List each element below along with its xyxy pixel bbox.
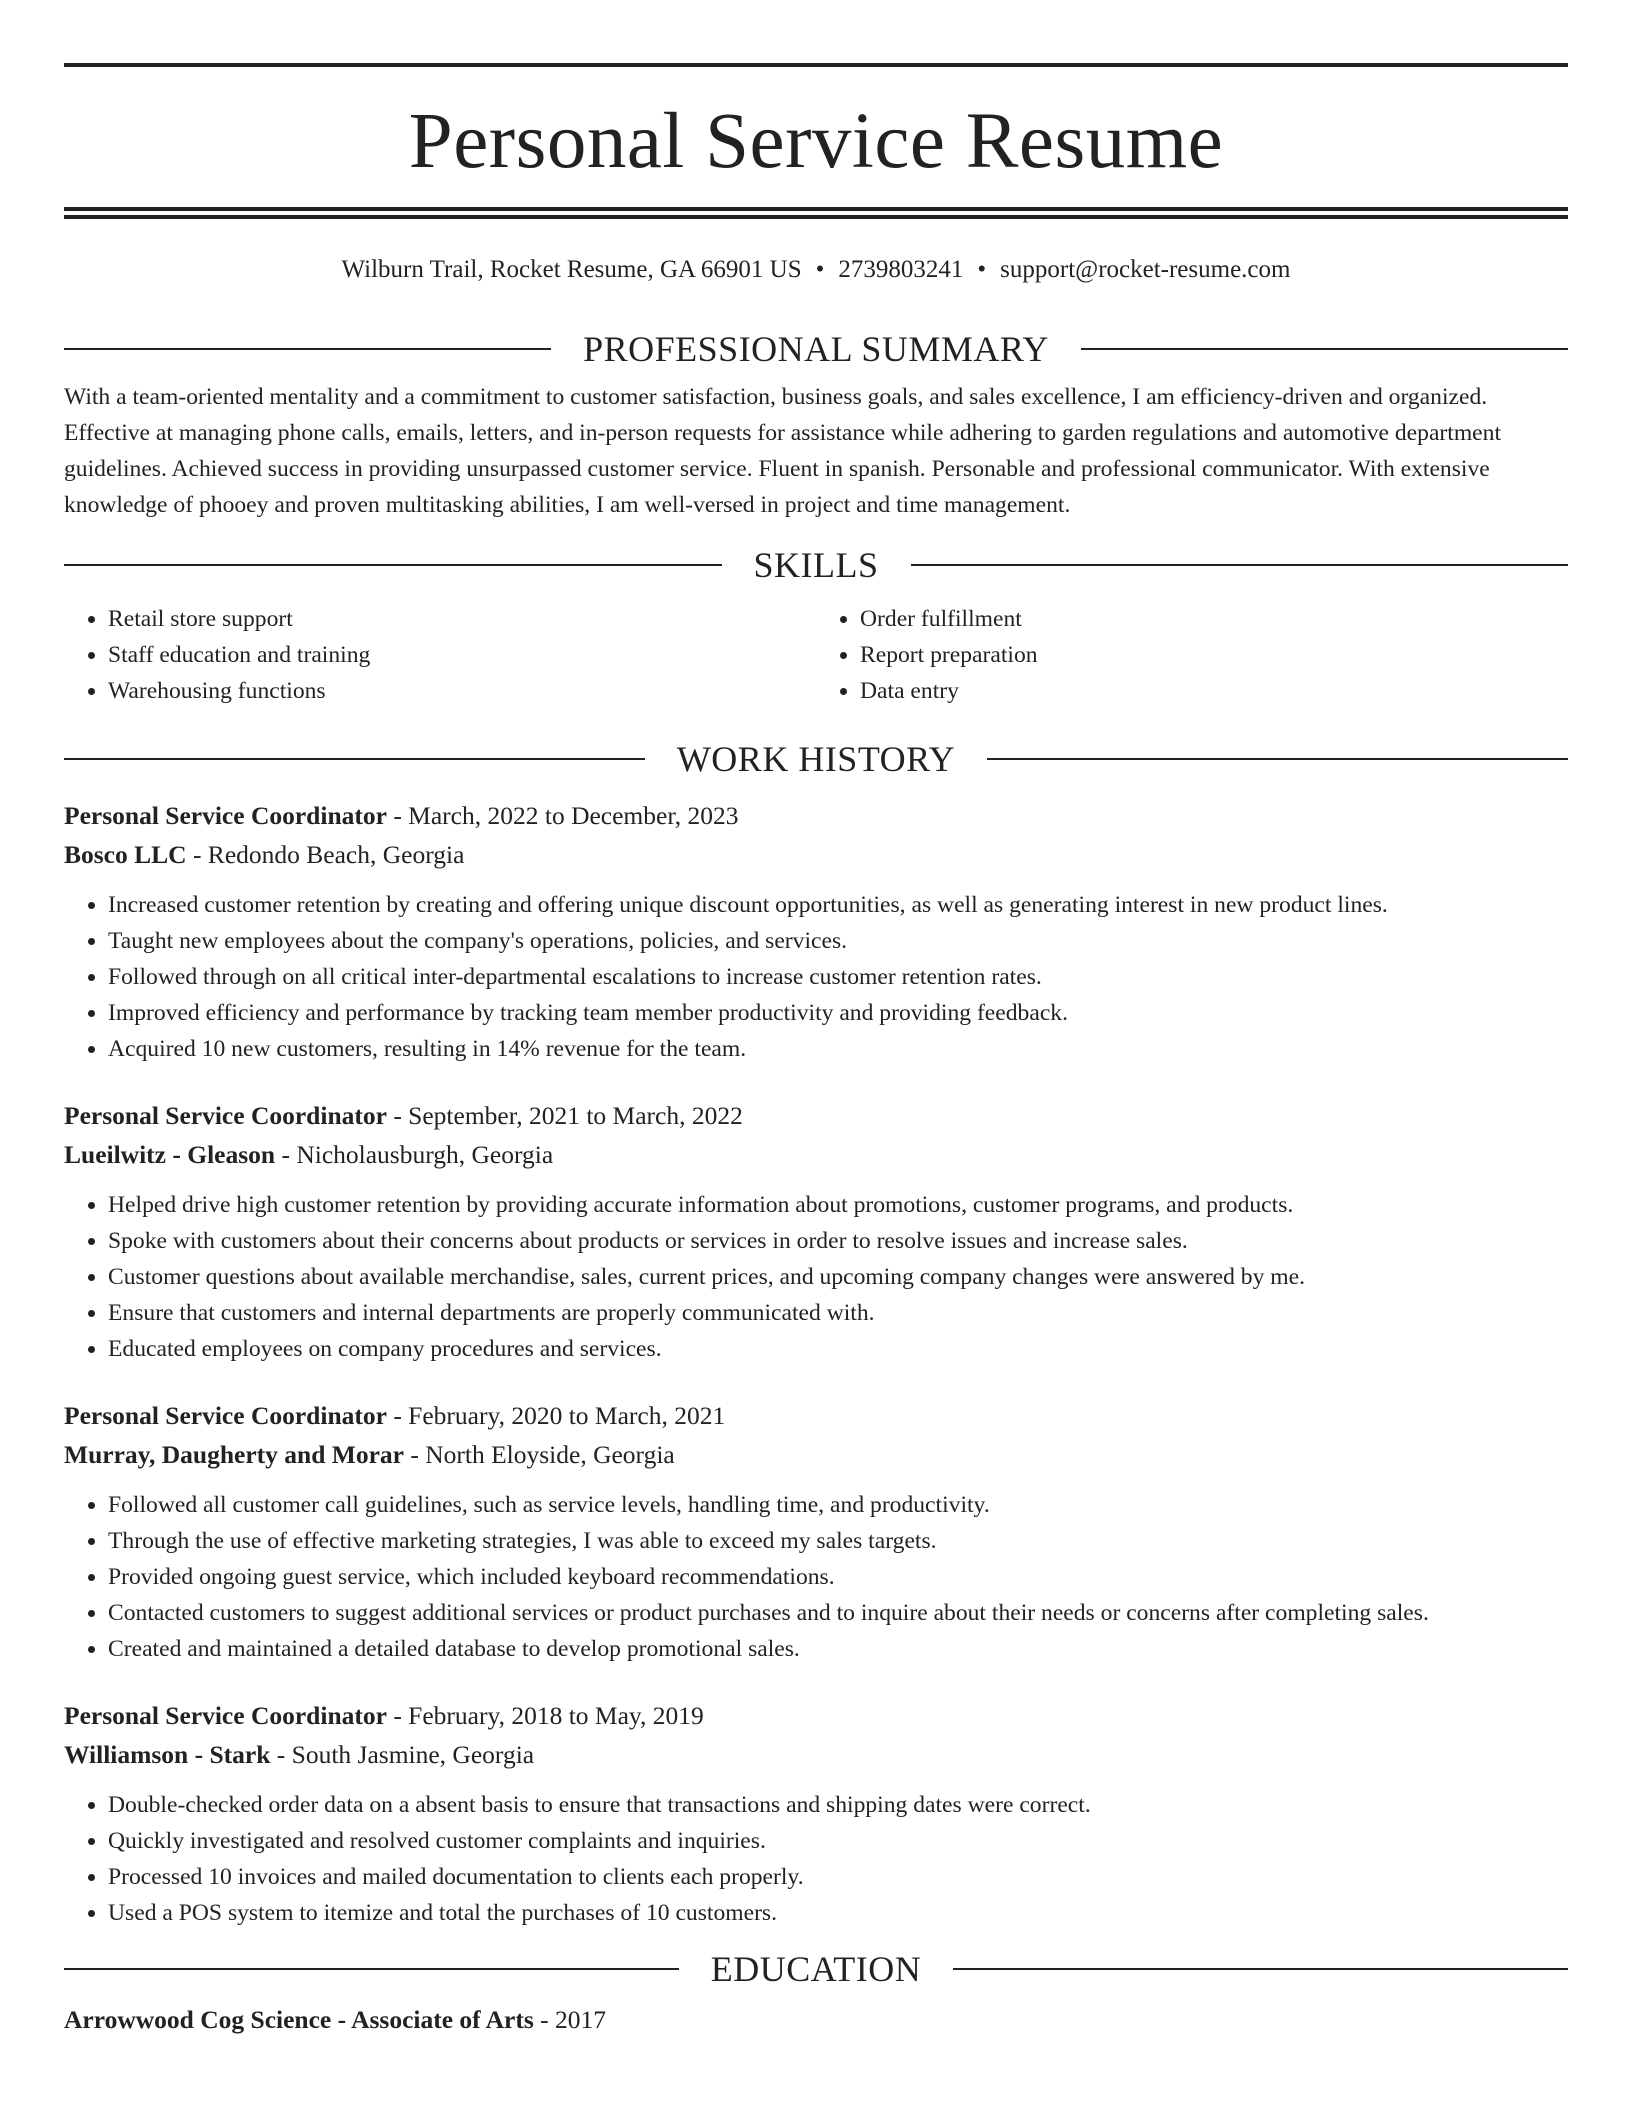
heading-rule-left [64, 564, 722, 566]
job-location: - Redondo Beach, Georgia [186, 840, 465, 869]
job-title: Personal Service Coordinator [64, 1101, 387, 1130]
skill-item: • Order fulfillment [860, 601, 1568, 637]
section-title: WORK HISTORY [676, 739, 956, 779]
title-rule [64, 207, 1568, 211]
job-bullets [64, 1487, 1568, 1667]
heading-rule-right [911, 564, 1569, 566]
heading-rule-right [1081, 348, 1568, 350]
job-title-line [64, 1397, 1568, 1435]
job-bullet: • Followed through on all critical inter-departmental escalations to increase customer retention rates. [108, 959, 1568, 995]
job-location: - North Eloyside, Georgia [403, 1440, 675, 1469]
skills-heading [64, 543, 1568, 587]
job-bullet: • Followed all customer call guidelines, such as service levels, handling time, and productivity. [108, 1487, 1568, 1523]
job-bullet: • Provided ongoing guest service, which included keyboard recommendations. [108, 1559, 1568, 1595]
job-dates: - September, 2021 to March, 2022 [386, 1101, 743, 1130]
job-company: Williamson - Stark [64, 1740, 271, 1769]
job-entry [64, 1097, 1568, 1367]
skill-item: • Retail store support [108, 601, 816, 637]
job-company-line [64, 1135, 1568, 1175]
contact-separator: • [977, 256, 987, 283]
job-bullet: • Double-checked order data on a absent basis to ensure that transactions and shipping dates were correct. [108, 1787, 1568, 1823]
job-title-line [64, 797, 1568, 835]
skills-column-right [816, 601, 1568, 709]
heading-rule-left [64, 1968, 679, 1970]
work-heading [64, 737, 1568, 781]
job-company-line [64, 1435, 1568, 1475]
top-rule [64, 63, 1568, 67]
skills-column-left [64, 601, 816, 709]
title-rule-second [64, 215, 1568, 219]
heading-rule-right [987, 758, 1568, 760]
job-location: - Nicholausburgh, Georgia [275, 1140, 554, 1169]
job-entry [64, 1397, 1568, 1667]
contact-separator: • [815, 256, 825, 283]
section-title: EDUCATION [710, 1949, 922, 1989]
heading-rule-left [64, 758, 645, 760]
job-title: Personal Service Coordinator [64, 1401, 387, 1430]
job-dates: - March, 2022 to December, 2023 [386, 801, 739, 830]
job-title-line [64, 1697, 1568, 1735]
job-dates: - February, 2020 to March, 2021 [386, 1401, 726, 1430]
resume-page [64, 0, 1568, 2039]
heading-rule-left [64, 348, 551, 350]
job-bullet: • Educated employees on company procedures and services. [108, 1331, 1568, 1367]
job-bullet: • Acquired 10 new customers, resulting in 14% revenue for the team. [108, 1031, 1568, 1067]
skill-item: • Data entry [860, 673, 1568, 709]
job-title: Personal Service Coordinator [64, 1701, 387, 1730]
summary-heading [64, 327, 1568, 371]
education-degree: - Associate of Arts [331, 2005, 534, 2034]
job-bullets [64, 887, 1568, 1067]
contact-email: support@rocket-resume.com [1000, 256, 1291, 283]
job-bullet: • Through the use of effective marketing strategies, I was able to exceed my sales targets. [108, 1523, 1568, 1559]
skill-item: • Staff education and training [108, 637, 816, 673]
job-bullet: • Taught new employees about the company's operations, policies, and services. [108, 923, 1568, 959]
job-entry [64, 1697, 1568, 1931]
heading-rule-right [953, 1968, 1568, 1970]
job-bullet: • Used a POS system to itemize and total the purchases of 10 customers. [108, 1895, 1568, 1931]
job-bullet: • Customer questions about available merchandise, sales, current prices, and upcoming company changes were answered by me. [108, 1259, 1568, 1295]
job-bullets [64, 1787, 1568, 1931]
job-company: Murray, Daugherty and Morar [64, 1440, 404, 1469]
job-bullet: • Contacted customers to suggest additional services or product purchases and to inquire about their needs or concerns after completing sales. [108, 1595, 1568, 1631]
job-bullet: • Increased customer retention by creating and offering unique discount opportunities, as well as generating interest in new product lines. [108, 887, 1568, 923]
job-bullet: • Ensure that customers and internal departments are properly communicated with. [108, 1295, 1568, 1331]
contact-phone: 2739803241 [838, 256, 964, 283]
job-company: Bosco LLC [64, 840, 187, 869]
job-dates: - February, 2018 to May, 2019 [386, 1701, 704, 1730]
job-bullet: • Spoke with customers about their concerns about products or services in order to resolve issues and increase sales. [108, 1223, 1568, 1259]
contact-line [64, 255, 1568, 285]
job-bullet: • Processed 10 invoices and mailed documentation to clients each properly. [108, 1859, 1568, 1895]
job-company-line [64, 835, 1568, 875]
section-title: PROFESSIONAL SUMMARY [583, 329, 1049, 369]
job-title-line [64, 1097, 1568, 1135]
section-title: SKILLS [753, 545, 879, 585]
summary-text: With a team-oriented mentality and a commitment to customer satisfaction, business goals, and sales excellence, I am efficiency-driven and organized. Effective at managing phone calls, emails, letters, and in-person requests for assistance while adhering to garden regulations and automotive department guidelines. Achieved success in providing unsurpassed customer service. Fluent in spanish. Personable and professional communicator. With extensive knowledge of phooey and proven multitasking abilities, I am well-versed in project and time management. [64, 384, 1502, 518]
job-company-line [64, 1735, 1568, 1775]
education-school: Arrowwood Cog Science [64, 2005, 332, 2034]
job-entry [64, 797, 1568, 1067]
page-title: Personal Service Resume [408, 98, 1224, 185]
skills-list [64, 601, 1568, 709]
job-bullet: • Created and maintained a detailed database to develop promotional sales. [108, 1631, 1568, 1667]
education-year: - 2017 [533, 2005, 607, 2034]
education-entry [64, 2001, 1568, 2039]
job-bullets [64, 1187, 1568, 1367]
job-company: Lueilwitz - Gleason [64, 1140, 276, 1169]
education-heading [64, 1947, 1568, 1991]
job-bullet: • Quickly investigated and resolved customer complaints and inquiries. [108, 1823, 1568, 1859]
skill-item: • Warehousing functions [108, 673, 816, 709]
skill-item: • Report preparation [860, 637, 1568, 673]
job-location: - South Jasmine, Georgia [270, 1740, 535, 1769]
contact-address: Wilburn Trail, Rocket Resume, GA 66901 US [341, 256, 802, 283]
job-bullet: • Helped drive high customer retention by providing accurate information about promotions, customer programs, and products. [108, 1187, 1568, 1223]
job-title: Personal Service Coordinator [64, 801, 387, 830]
job-bullet: • Improved efficiency and performance by tracking team member productivity and providing feedback. [108, 995, 1568, 1031]
